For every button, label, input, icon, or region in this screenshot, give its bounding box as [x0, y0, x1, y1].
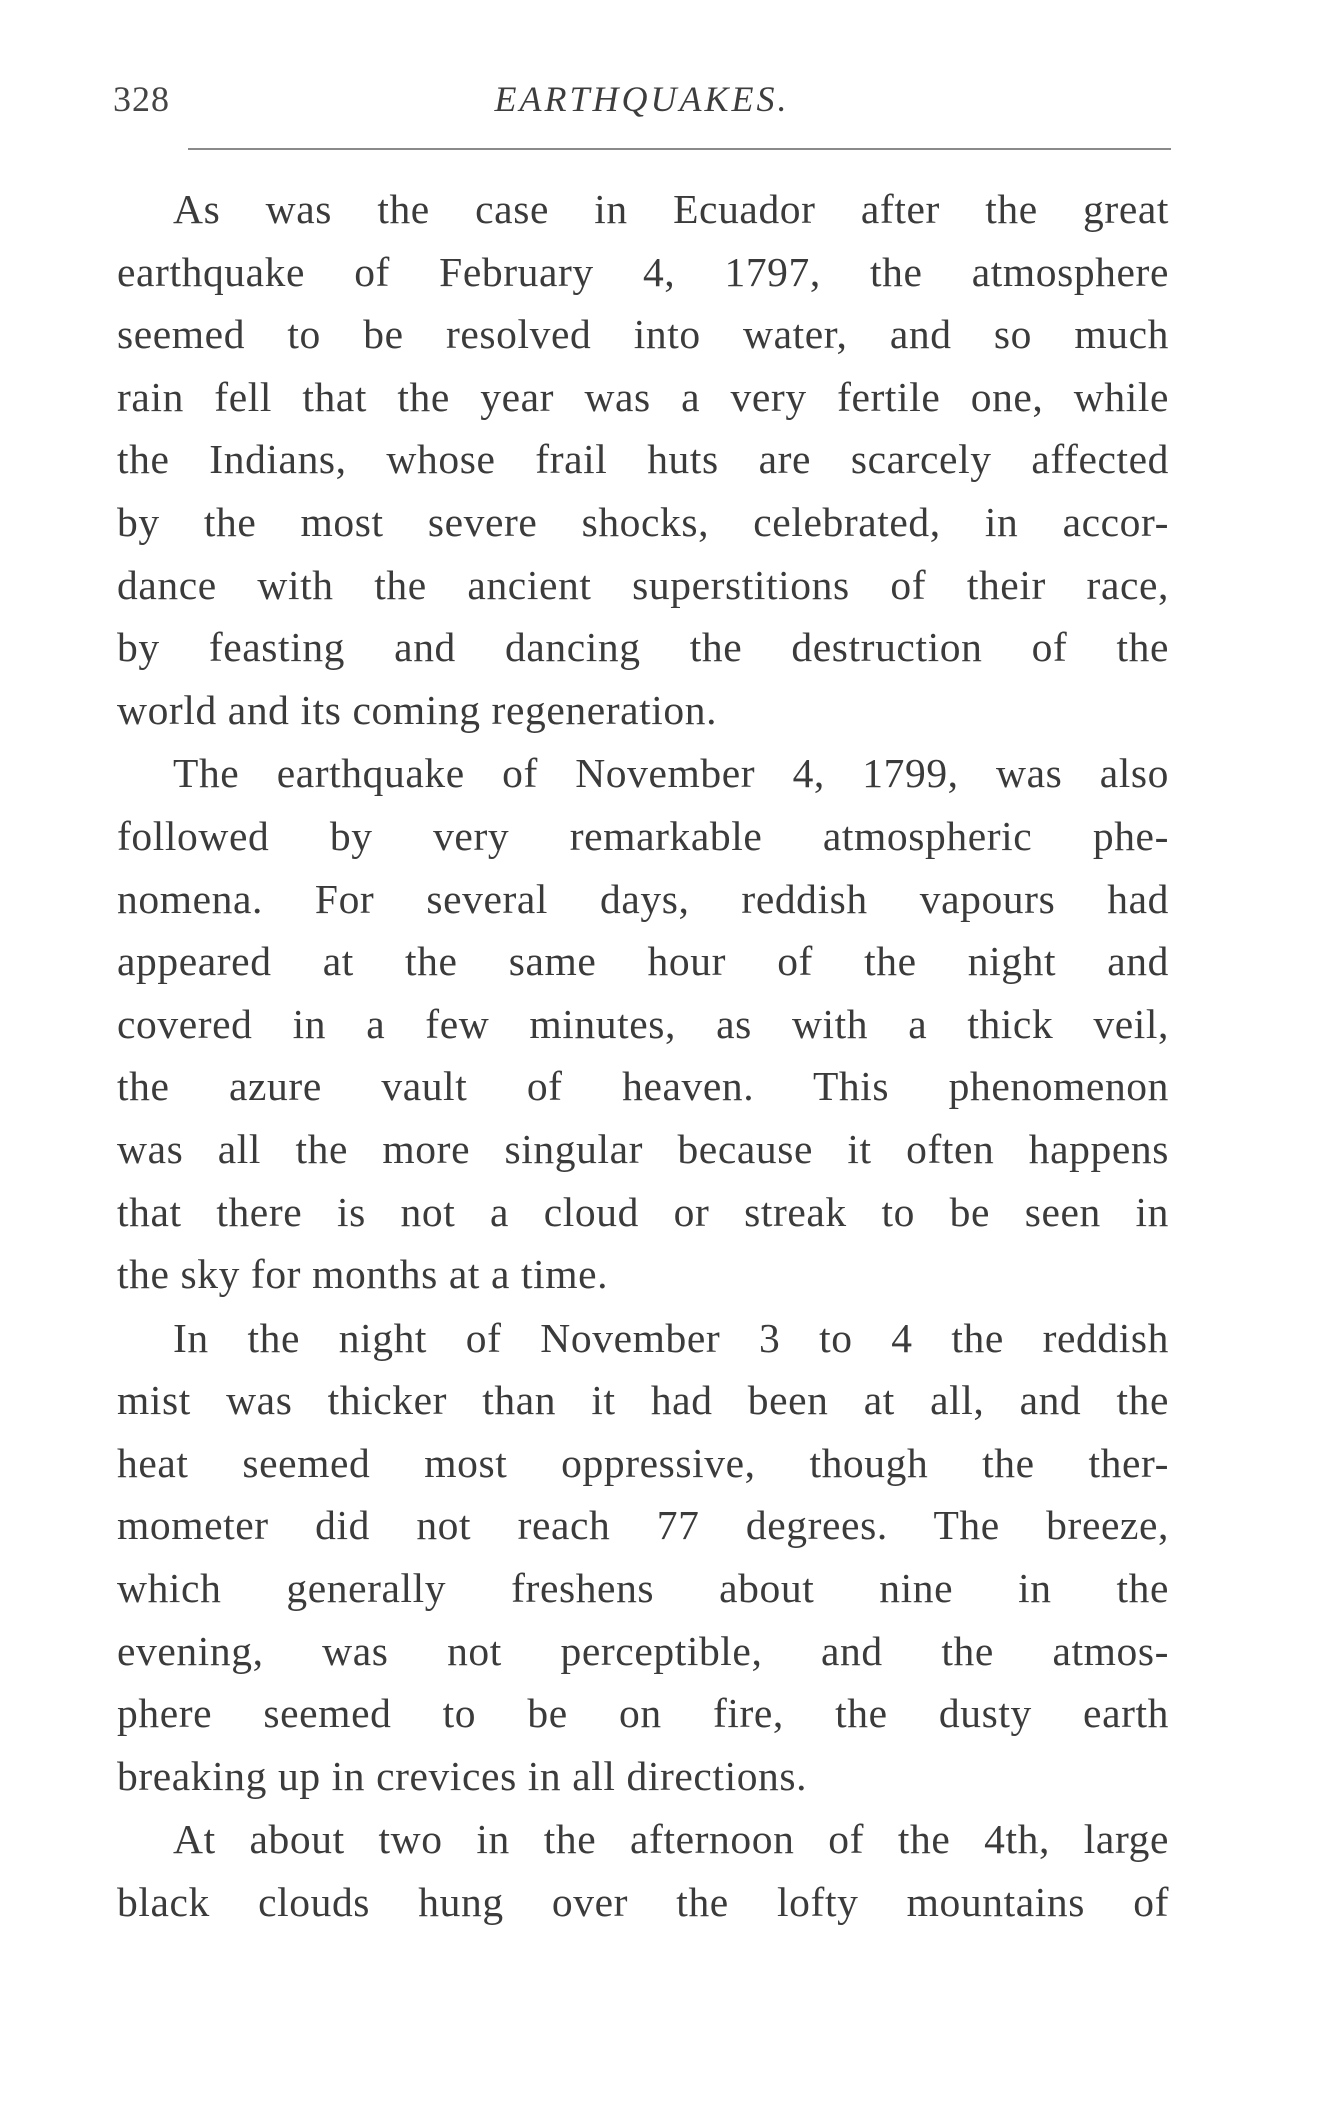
text-line: In the night of November 3 to 4 the reddish: [173, 1314, 1169, 1361]
text-line: covered in a few minutes, as with a thick veil,: [117, 1000, 1169, 1047]
text-line: which generally freshens about nine in the: [117, 1565, 1169, 1612]
text-line: that there is not a cloud or streak to be seen in: [117, 1188, 1169, 1235]
text-line: appeared at the same hour of the night and: [117, 938, 1169, 985]
text-line: The earthquake of November 4, 1799, was also: [173, 750, 1169, 797]
text-line: evening, was not perceptible, and the atmos-: [117, 1627, 1169, 1674]
paragraph-4: [117, 1808, 1169, 1933]
text-line: by the most severe shocks, celebrated, in accor-: [117, 498, 1169, 545]
text-line: mist was thicker than it had been at all, and the: [117, 1377, 1169, 1424]
text-line: black clouds hung over the lofty mountains of: [117, 1879, 1169, 1926]
paragraph-1: [117, 178, 1169, 741]
text-line: was all the more singular because it often happens: [117, 1125, 1169, 1172]
running-head: [113, 78, 1171, 128]
text-line: nomena. For several days, reddish vapours had: [117, 875, 1169, 922]
text-line: by feasting and dancing the destruction of the: [117, 624, 1169, 671]
text-line: As was the case in Ecuador after the great: [173, 186, 1169, 232]
text-line: the Indians, whose frail huts are scarcely affected: [117, 436, 1169, 483]
text-line: seemed to be resolved into water, and so much: [117, 311, 1169, 358]
text-line: rain fell that the year was a very fertile one, while: [117, 373, 1169, 420]
text-line: world and its coming regeneration.: [117, 686, 718, 733]
text-line: phere seemed to be on fire, the dusty earth: [117, 1690, 1169, 1737]
text-line: the sky for months at a time.: [117, 1251, 609, 1298]
text-line: earthquake of February 4, 1797, the atmosphere: [117, 248, 1169, 295]
paragraph-3: [117, 1307, 1169, 1808]
text-line: the azure vault of heaven. This phenomenon: [117, 1063, 1169, 1110]
text-line: followed by very remarkable atmospheric phe-: [117, 812, 1169, 859]
text-line: mometer did not reach 77 degrees. The breeze,: [117, 1502, 1169, 1549]
text-line: dance with the ancient superstitions of their race,: [117, 561, 1169, 608]
header-rule: [188, 148, 1171, 150]
running-title: EARTHQUAKES.: [494, 79, 790, 119]
body-text: [117, 178, 1169, 1934]
text-line: At about two in the afternoon of the 4th, large: [173, 1816, 1169, 1863]
page-number: 328: [113, 79, 170, 119]
text-line: heat seemed most oppressive, though the ther-: [117, 1439, 1169, 1486]
paragraph-2: [117, 742, 1169, 1305]
text-line: breaking up in crevices in all directions.: [117, 1752, 808, 1799]
